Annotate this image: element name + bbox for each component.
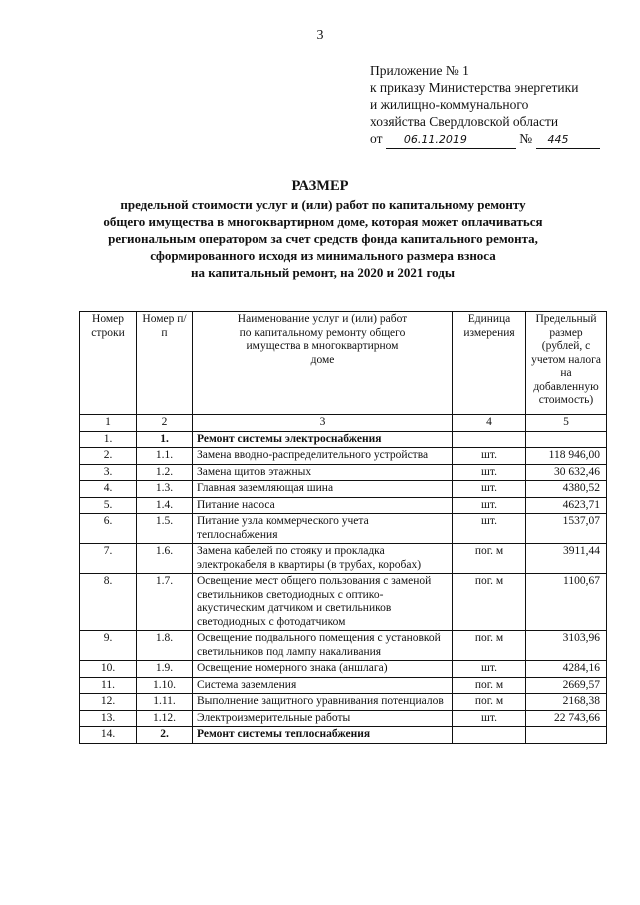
cell-item-number: 1.5. [137,514,193,544]
cell-line-number: 6. [80,514,137,544]
table-row [80,448,607,465]
header-name: Наименование услуг и (или) работ по капитальному ремонту общего имущества в многоквартирном доме [193,312,453,415]
cell-line-number: 2. [80,448,137,465]
cell-line-number: 7. [80,544,137,574]
order-number: 445 [536,131,600,149]
cell-line-number: 3. [80,464,137,481]
column-number: 4 [453,415,526,432]
cell-item-number: 1.6. [137,544,193,574]
cell-unit: шт. [453,448,526,465]
subtitle-line: сформированного исходя из минимального размера взноса [150,248,496,263]
column-number-row [80,415,607,432]
cell-price: 3103,96 [526,631,607,661]
cell-line-number: 8. [80,574,137,631]
table-row [80,481,607,498]
cell-line-number: 10. [80,661,137,678]
cell-name: Освещение мест общего пользования с заменой светильников светодиодных с оптико-акустическим датчиком и светильников светодиодных с фотодатчиком [193,574,453,631]
cell-name: Питание насоса [193,497,453,514]
cell-item-number: 1.3. [137,481,193,498]
cell-line-number: 14. [80,727,137,744]
cell-price: 4284,16 [526,661,607,678]
cell-name: Главная заземляющая шина [193,481,453,498]
cell-item-number: 1.2. [137,464,193,481]
cell-item-number: 1.1. [137,448,193,465]
cell-price: 22 743,66 [526,710,607,727]
cell-line-number: 5. [80,497,137,514]
table-row [80,677,607,694]
header-max-price: Предельный размер (рублей, с учетом налога на добавленную стоимость) [526,312,607,415]
cell-unit: пог. м [453,574,526,631]
table-row [80,514,607,544]
cell-price: 3911,44 [526,544,607,574]
cell-unit: пог. м [453,631,526,661]
cell-item-number: 2. [137,727,193,744]
table-row [80,544,607,574]
cell-name: Ремонт системы электроснабжения [193,431,453,448]
subtitle-line: предельной стоимости услуг и (или) работ по капитальному ремонту [120,197,526,212]
section-row [80,431,607,448]
price-table [79,311,607,744]
cell-unit: пог. м [453,677,526,694]
order-date: 06.11.2019 [386,131,516,149]
page-number: 3 [316,28,324,43]
cell-unit: пог. м [453,694,526,711]
appendix-date-line [370,130,600,149]
cell-line-number: 4. [80,481,137,498]
cell-name: Замена щитов этажных [193,464,453,481]
cell-price [526,727,607,744]
cell-name: Освещение номерного знака (аншлага) [193,661,453,678]
cell-item-number: 1.4. [137,497,193,514]
appendix-line-1: Приложение № 1 [370,63,469,78]
cell-name: Освещение подвального помещения с установкой светильников под лампу накаливания [193,631,453,661]
cell-item-number: 1.9. [137,661,193,678]
cell-unit: шт. [453,481,526,498]
cell-unit [453,431,526,448]
column-number: 1 [80,415,137,432]
cell-item-number: 1.7. [137,574,193,631]
cell-unit: шт. [453,661,526,678]
section-row [80,727,607,744]
cell-unit: шт. [453,710,526,727]
number-label: № [519,131,533,146]
table-row [80,464,607,481]
cell-item-number: 1. [137,431,193,448]
document-title: РАЗМЕР [291,178,349,194]
cell-name: Электроизмерительные работы [193,710,453,727]
header-unit: Единица измерения [453,312,526,415]
cell-name: Замена вводно-распределительного устройства [193,448,453,465]
cell-unit: шт. [453,464,526,481]
header-item-number: Номер п/п [137,312,193,415]
cell-unit: пог. м [453,544,526,574]
cell-name: Выполнение защитного уравнивания потенциалов [193,694,453,711]
table-row [80,574,607,631]
from-label: от [370,131,383,146]
cell-name: Система заземления [193,677,453,694]
cell-item-number: 1.8. [137,631,193,661]
cell-line-number: 9. [80,631,137,661]
header-row [80,312,607,415]
appendix-line-4: хозяйства Свердловской области [370,114,559,129]
cell-item-number: 1.12. [137,710,193,727]
cell-price [526,431,607,448]
table-row [80,661,607,678]
cell-unit: шт. [453,514,526,544]
subtitle-line: общего имущества в многоквартирном доме, которая может оплачиваться [103,214,543,229]
table-row [80,631,607,661]
cell-price: 4380,52 [526,481,607,498]
table-row [80,710,607,727]
cell-price: 118 946,00 [526,448,607,465]
subtitle-line: региональным оператором за счет средств фонда капитального ремонта, [108,231,538,246]
cell-price: 2168,38 [526,694,607,711]
column-number: 5 [526,415,607,432]
cell-line-number: 12. [80,694,137,711]
column-number: 2 [137,415,193,432]
cell-price: 4623,71 [526,497,607,514]
cell-price: 1100,67 [526,574,607,631]
cell-unit [453,727,526,744]
appendix-line-3: и жилищно-коммунального [370,97,529,112]
cell-line-number: 1. [80,431,137,448]
cell-name: Питание узла коммерческого учета теплоснабжения [193,514,453,544]
cell-price: 30 632,46 [526,464,607,481]
cell-unit: шт. [453,497,526,514]
column-number: 3 [193,415,453,432]
appendix-block [370,62,600,149]
subtitle-line: на капитальный ремонт, на 2020 и 2021 годы [190,265,456,280]
table-row [80,497,607,514]
cell-line-number: 13. [80,710,137,727]
header-line-number: Номер строки [80,312,137,415]
cell-name: Замена кабелей по стояку и прокладка электрокабеля в квартиры (в трубах, коробах) [193,544,453,574]
cell-price: 2669,57 [526,677,607,694]
cell-name: Ремонт системы теплоснабжения [193,727,453,744]
document-subtitle [90,196,556,281]
cell-item-number: 1.10. [137,677,193,694]
cell-line-number: 11. [80,677,137,694]
table-row [80,694,607,711]
cell-item-number: 1.11. [137,694,193,711]
appendix-line-2: к приказу Министерства энергетики [370,80,579,95]
cell-price: 1537,07 [526,514,607,544]
table-body [80,431,607,743]
